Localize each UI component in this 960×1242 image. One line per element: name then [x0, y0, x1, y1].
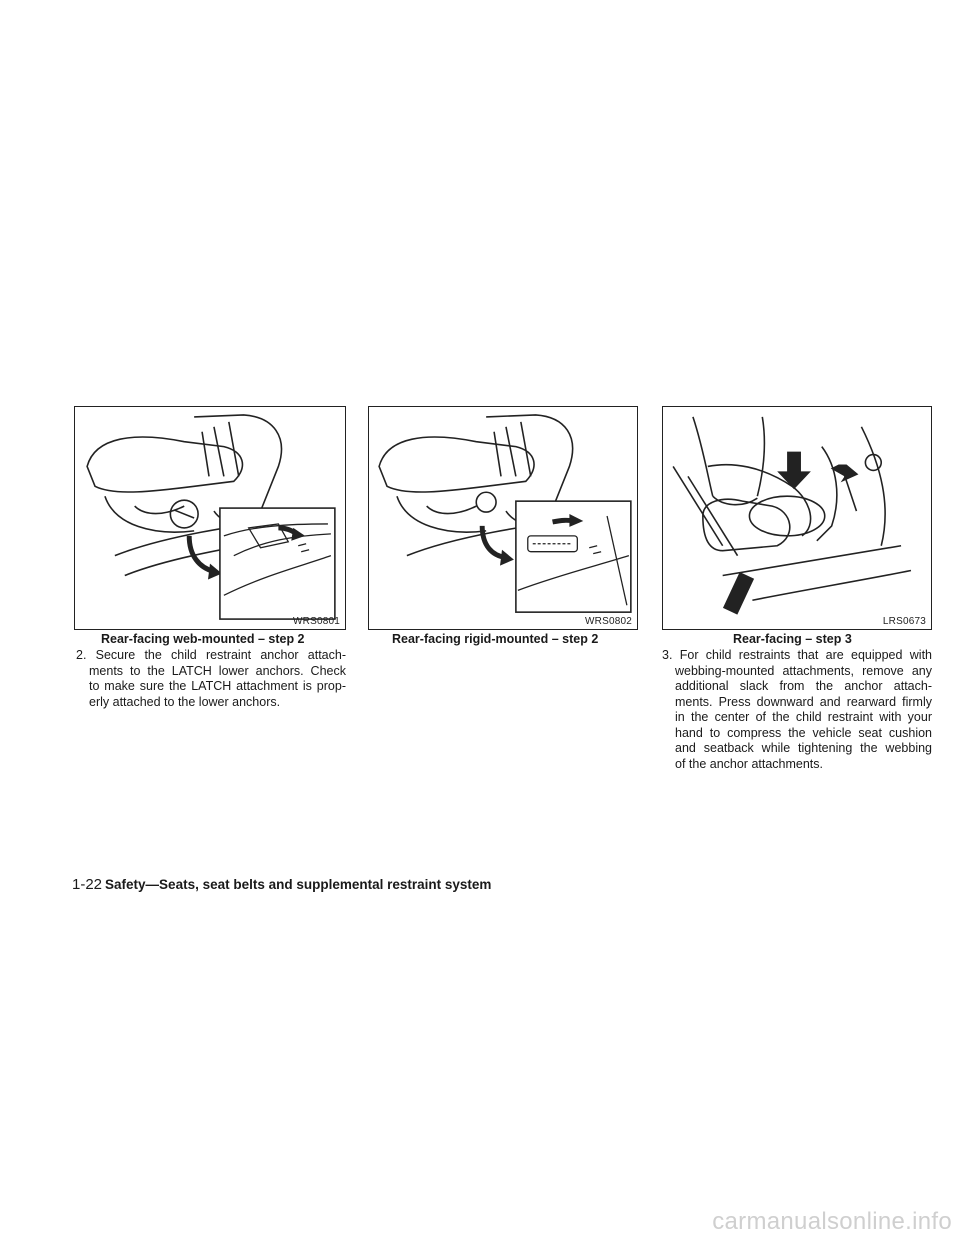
text-line: to make sure the LATCH attachment is prop- [89, 679, 346, 693]
text-line: 2. Secure the child restraint anchor attach- [76, 648, 346, 662]
figure-rigid-mounted-step-2 [368, 406, 638, 630]
figure-rear-facing-step-3 [662, 406, 932, 630]
hand-press-seat-illustration [663, 407, 931, 629]
figure-caption: Rear-facing rigid-mounted – step 2 [392, 632, 599, 646]
page-footer [72, 876, 491, 893]
section-title: Safety—Seats, seat belts and supplemental restraint system [105, 877, 492, 892]
step-3-text [662, 648, 932, 772]
figure-caption: Rear-facing web-mounted – step 2 [101, 632, 305, 646]
figure-code: WRS0802 [585, 616, 632, 627]
text-line: and seatback while tightening the webbing [675, 741, 932, 755]
figure-web-mounted-step-2 [74, 406, 346, 630]
text-line: erly attached to the lower anchors. [89, 694, 281, 709]
text-line: 3. For child restraints that are equipped with [662, 648, 932, 662]
text-line: ments to the LATCH lower anchors. Check [89, 663, 346, 678]
step-2-text [76, 648, 346, 710]
text-line: in the center of the child restraint with your [675, 710, 932, 724]
figure-code: LRS0673 [882, 616, 926, 627]
page-number: 1-22 [72, 876, 103, 893]
figure-caption: Rear-facing – step 3 [733, 632, 852, 646]
figure-code: WRS0801 [293, 616, 340, 627]
watermark: carmanualsonline.info [712, 1208, 952, 1235]
text-line: webbing-mounted attachments, remove any [675, 663, 932, 678]
text-line: hand to compress the vehicle seat cushion [675, 725, 932, 740]
text-line: of the anchor attachments. [675, 756, 824, 771]
text-line: ments. Press downward and rearward firmly [675, 694, 932, 709]
text-line: additional slack from the anchor attach- [675, 679, 932, 693]
seat-latch-rigid-illustration [369, 407, 637, 629]
seat-latch-web-illustration [75, 407, 345, 629]
